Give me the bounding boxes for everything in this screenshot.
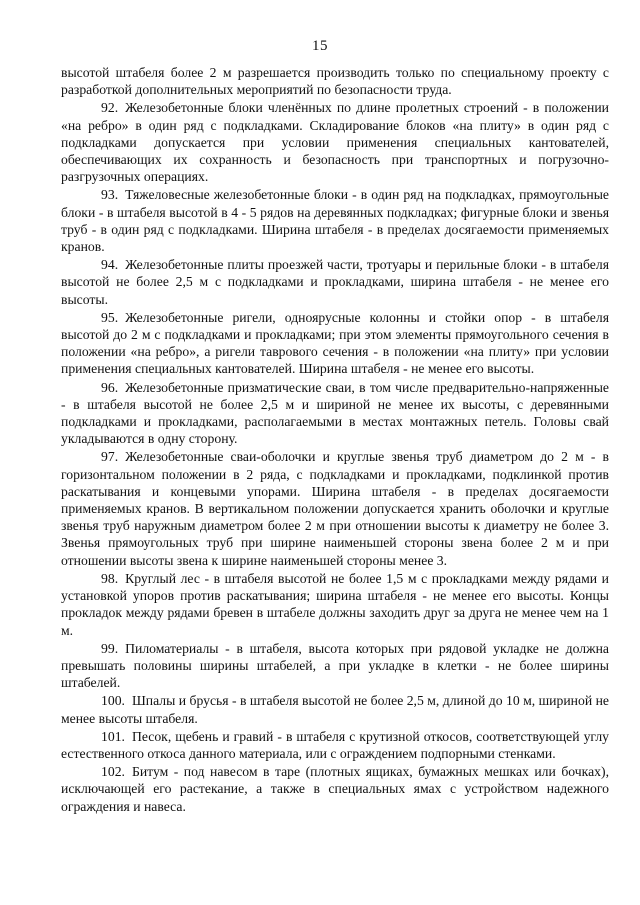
paragraph-item-94 [61, 256, 609, 308]
paragraph-item-101 [61, 728, 609, 762]
paragraph-item-99 [61, 640, 609, 692]
item-number: 98. [101, 570, 119, 586]
paragraph-item-95 [61, 309, 609, 378]
paragraph-text: Железобетонные сваи-оболочки и круглые звенья труб диаметром до 2 м - в горизонтальном положении в 2 ряда, с подкладками и прокладками, подклинкой против раскатывания и концевыми упорами. Ширина штабеля - в пределах досягаемости применяемых кранов. В вертикальном положении допускается хранить оболочки и круглые звенья труб наружным диаметром более 2 м при отношении высоты к диаметру не более 3. Звенья прямоугольных труб при ширине наименьшей стороны звена более 2 м и при отношении высоты звена к ширине наименьшей стороны менее 3. [61, 449, 609, 568]
paragraph-text: Пиломатериалы - в штабеля, высота которых при рядовой укладке не должна превышать половины ширины штабелей, а при укладке в клетки - не более ширины штабелей. [61, 640, 609, 691]
paragraph-text: высотой штабеля более 2 м разрешается производить только по специальному проекту с разработкой дополнительных мероприятий по безопасности труда. [61, 65, 609, 98]
paragraph-item-100 [61, 692, 609, 726]
item-number: 100. [101, 693, 125, 709]
item-number: 97. [101, 449, 119, 465]
item-number: 93. [101, 187, 119, 203]
paragraph-continuation [61, 64, 609, 98]
paragraph-text: Круглый лес - в штабеля высотой не более 1,5 м с прокладками между рядами и установкой упоров против раскатывания; ширина штабеля - не менее его высоты. Концы прокладок между рядами бревен в штабеле должны заходить друг за друга не менее чем на 1 м. [61, 570, 609, 638]
paragraph-text: Железобетонные призматические сваи, в том числе предварительно-напряженные - в штабеля высотой не более 2,5 м и шириной не менее их высоты, с деревянными подкладками и прокладками, располагаемыми в местах монтажных петель. Головы свай укладываются в одну сторону. [61, 379, 609, 447]
document-body [61, 64, 609, 816]
item-number: 96. [101, 379, 119, 395]
paragraph-text: Битум - под навесом в таре (плотных ящиках, бумажных мешках или бочках), исключающей его растекание, а также в специальных ямах с устройством надежного ограждения и навеса. [61, 764, 609, 814]
paragraph-item-92 [61, 99, 609, 185]
paragraph-item-102 [61, 763, 609, 815]
item-number: 99. [101, 640, 119, 656]
paragraph-text: Тяжеловесные железобетонные блоки - в один ряд на подкладках, прямоугольные блоки - в штабеля высотой в 4 - 5 рядов на деревянных подкладках; фигурные блоки и звенья труб - в один ряд с подкладками. Ширина штабеля - в пределах досягаемости применяемых кранов. [61, 187, 609, 255]
item-number: 95. [101, 309, 119, 325]
paragraph-text: Железобетонные ригели, одноярусные колонны и стойки опор - в штабеля высотой до 2 м с подкладками и прокладками; при этом элементы прямоугольного сечения в положении «на ребро», а ригели таврового сечения - в положении «на плиту» при условии применения специальных кантователей. Ширина штабеля - не менее его высоты. [61, 309, 609, 377]
item-number: 92. [101, 100, 119, 116]
paragraph-item-98 [61, 570, 609, 639]
paragraph-text: Железобетонные блоки членённых по длине пролетных строений - в положении «на ребро» в один ряд с подкладками. Складирование блоков «на плиту» в один ряд с подкладками допускается при условии применения специальных кантователей, обеспечивающих их сохранность и безопасность при транспортных и погрузочно-разгрузочных операциях. [61, 100, 609, 185]
paragraph-item-96 [61, 379, 609, 448]
page-number: 15 [312, 38, 328, 54]
item-number: 102. [101, 764, 125, 780]
paragraph-text: Шпалы и брусья - в штабеля высотой не более 2,5 м, длиной до 10 м, шириной не менее высоты штабеля. [61, 693, 609, 726]
paragraph-text: Песок, щебень и гравий - в штабеля с крутизной откосов, соответствующей углу естественного откоса данного материала, или с ограждением подпорными стенками. [61, 728, 609, 761]
paragraph-item-93 [61, 186, 609, 255]
item-number: 94. [101, 257, 119, 273]
item-number: 101. [101, 728, 125, 744]
paragraph-item-97 [61, 448, 609, 568]
paragraph-text: Железобетонные плиты проезжей части, тротуары и перильные блоки - в штабеля высотой не более 2,5 м с подкладками и прокладками, ширина штабеля - не менее его высоты. [61, 257, 609, 307]
